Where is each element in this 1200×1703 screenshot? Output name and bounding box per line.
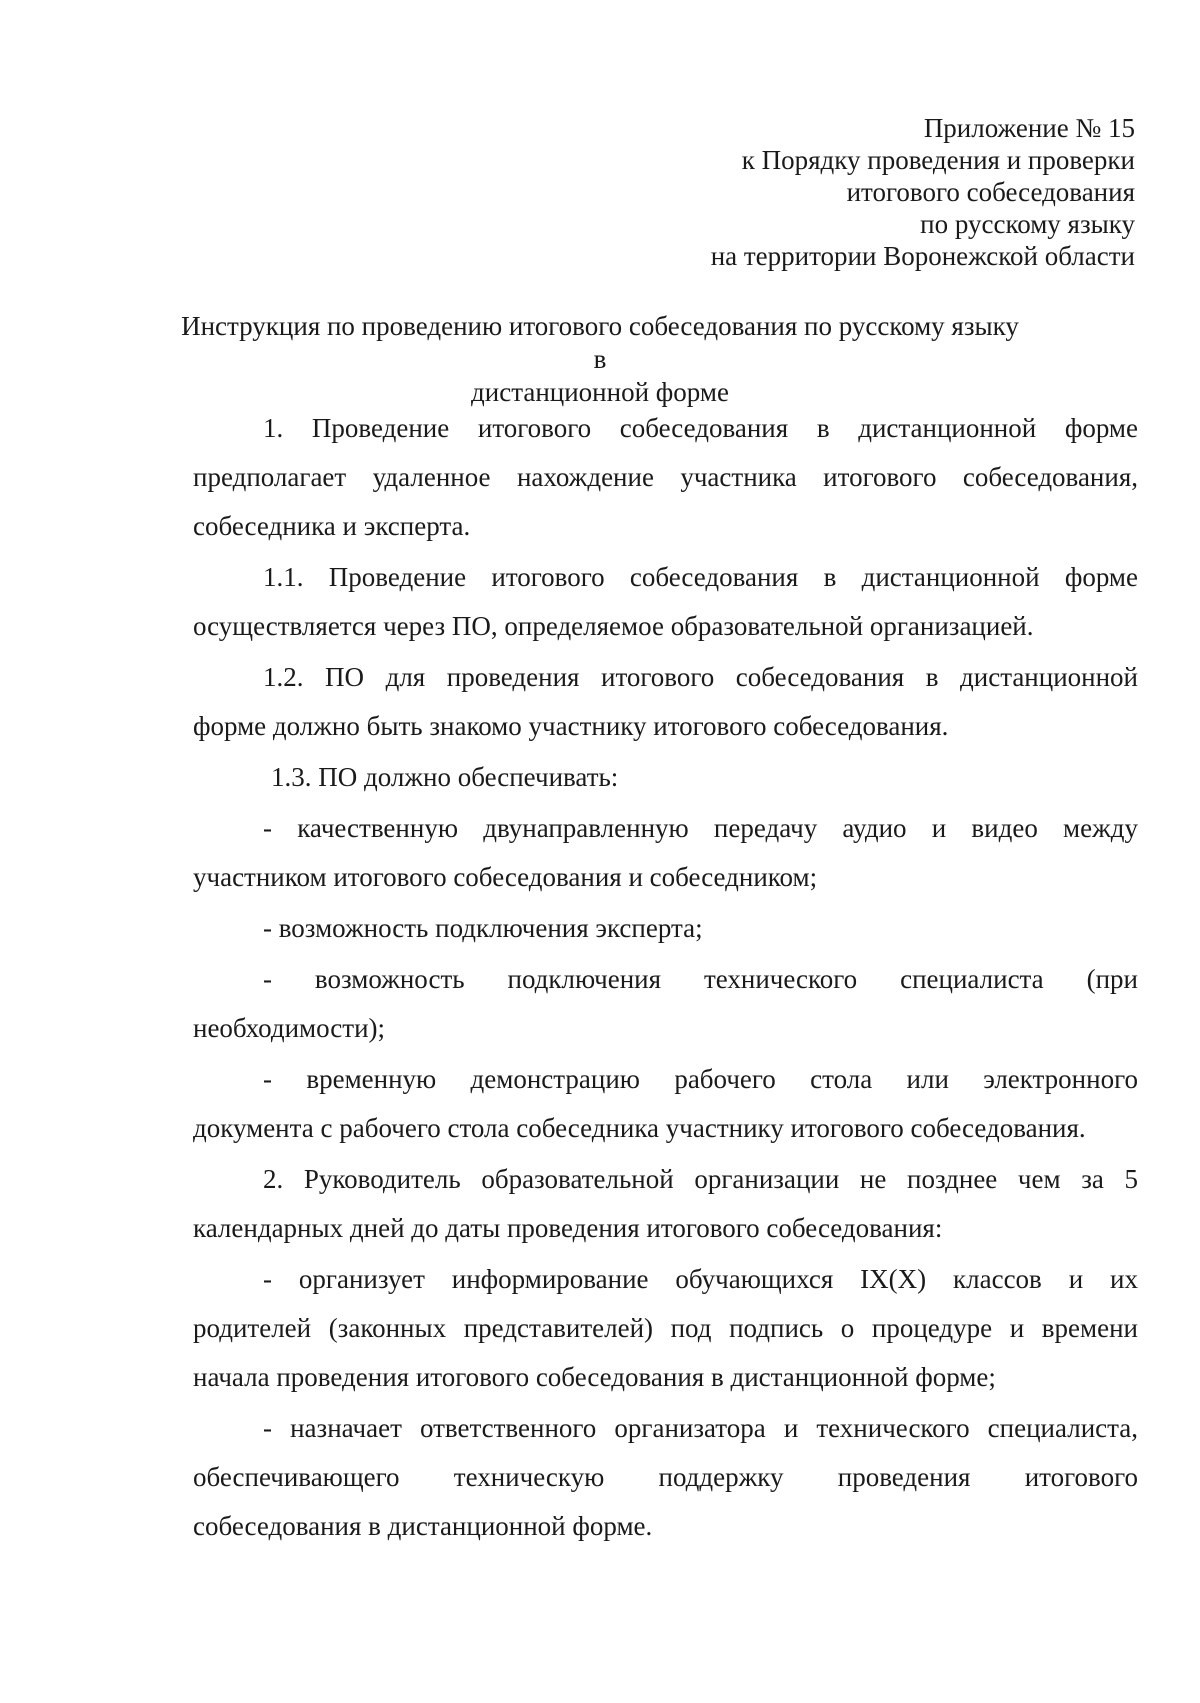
paragraph-line: осуществляется через ПО, определяемое образовательной организацией.: [193, 611, 1034, 641]
paragraph-1-3: [193, 753, 1138, 802]
paragraph-line: - временную демонстрацию рабочего стола или электронного: [263, 1064, 1138, 1094]
paragraph-line: 1.2. ПО для проведения итогового собеседования в дистанционной: [263, 662, 1138, 692]
paragraph-line: начала проведения итогового собеседования в дистанционной форме;: [193, 1362, 996, 1392]
paragraph-line: обеспечивающего техническую поддержку проведения итогового: [193, 1462, 1138, 1492]
list-item-appoints-staff: [193, 1404, 1138, 1551]
paragraph-line: документа с рабочего стола собеседника участнику итогового собеседования.: [193, 1113, 1086, 1143]
list-item-expert-connection: [193, 904, 1138, 953]
paragraph-line: 1.3. ПО должно обеспечивать:: [271, 762, 619, 792]
paragraph-line: - организует информирование обучающихся IX(X) классов и их: [263, 1264, 1138, 1294]
appendix-reference-line: на территории Воронежской области: [710, 241, 1135, 271]
paragraph-2: [193, 1155, 1138, 1253]
paragraph-line: 1. Проведение итогового собеседования в дистанционной форме: [263, 413, 1138, 443]
appendix-reference-line: к Порядку проведения и проверки: [741, 145, 1135, 175]
document-title-line: Инструкция по проведению итогового собеседования по русскому языку в: [181, 311, 1019, 374]
appendix-number: Приложение № 15: [923, 113, 1135, 143]
paragraph-line: - возможность подключения эксперта;: [263, 913, 703, 943]
paragraph-line: собеседования в дистанционной форме.: [193, 1511, 653, 1541]
list-item-tech-specialist: [193, 955, 1138, 1053]
paragraph-1: [193, 404, 1138, 551]
list-item-bidirectional-av: [193, 804, 1138, 902]
paragraph-line: - качественную двунаправленную передачу аудио и видео между: [263, 813, 1138, 843]
paragraph-line: форме должно быть знакомо участнику итогового собеседования.: [193, 711, 949, 741]
document-title: [180, 310, 1020, 409]
paragraph-line: предполагает удаленное нахождение участника итогового собеседования,: [193, 462, 1138, 492]
paragraph-line: родителей (законных представителей) под подпись о процедуре и времени: [193, 1313, 1138, 1343]
paragraph-line: 2. Руководитель образовательной организации не позднее чем за 5: [263, 1164, 1138, 1194]
appendix-header: [435, 112, 1135, 272]
paragraph-line: собеседника и эксперта.: [193, 511, 471, 541]
list-item-informing: [193, 1255, 1138, 1402]
appendix-reference-line: итогового собеседования: [846, 177, 1135, 207]
paragraph-line: 1.1. Проведение итогового собеседования в дистанционной форме: [263, 562, 1138, 592]
paragraph-line: календарных дней до даты проведения итогового собеседования:: [193, 1213, 943, 1243]
list-item-desktop-demo: [193, 1055, 1138, 1153]
document-title-line: дистанционной форме: [471, 377, 729, 407]
document-body: [193, 404, 1138, 1551]
paragraph-1-1: [193, 553, 1138, 651]
paragraph-line: - возможность подключения технического специалиста (при: [263, 964, 1138, 994]
paragraph-line: участником итогового собеседования и собеседником;: [193, 862, 818, 892]
appendix-reference-line: по русскому языку: [920, 209, 1135, 239]
paragraph-line: необходимости);: [193, 1013, 386, 1043]
paragraph-1-2: [193, 653, 1138, 751]
paragraph-line: - назначает ответственного организатора и технического специалиста,: [263, 1413, 1138, 1443]
